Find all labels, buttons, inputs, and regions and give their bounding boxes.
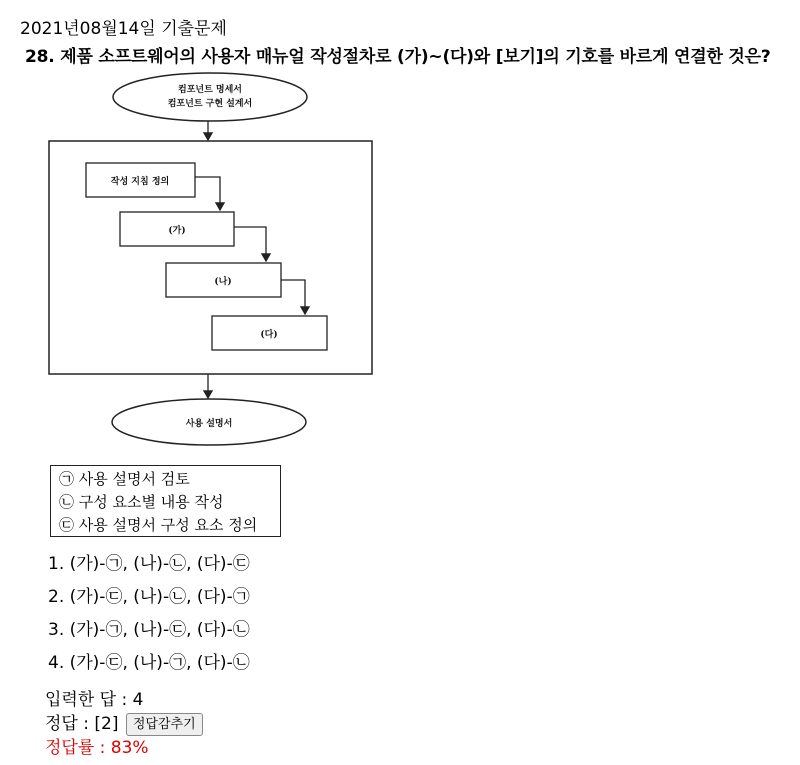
option-2[interactable]: 2. (가)-㉢, (나)-㉡, (다)-㉠ [48, 587, 250, 607]
arrow-ga-to-na [234, 227, 266, 261]
hide-answer-button[interactable]: 정답감추기 [126, 713, 203, 736]
correct-rate: 정답률 : 83% [45, 738, 149, 758]
bogi-item-2: ㉡ 구성 요소별 내용 작성 [59, 493, 224, 511]
end-document-label: 사용 설명서 [185, 419, 233, 429]
step-na-label: (나) [214, 277, 232, 287]
answer-area [45, 688, 203, 760]
question-number: 28. [25, 47, 55, 67]
option-1[interactable]: 1. (가)-㉠, (나)-㉡, (다)-㉢ [48, 554, 250, 574]
bogi-box [50, 465, 281, 537]
start-document-label-1: 컴포넌트 명세서 [178, 85, 242, 95]
arrow-step1-to-ga [195, 177, 220, 210]
bogi-item-3: ㉢ 사용 설명서 구성 요소 정의 [59, 516, 258, 534]
step-ga-label: (가) [168, 226, 186, 236]
answer-options [48, 548, 250, 680]
correct-answer-row [45, 712, 203, 736]
correct-answer: 정답 : [2] [45, 714, 119, 734]
entered-answer: 입력한 답 : 4 [45, 690, 144, 710]
start-document-label-2: 컴포넌트 구현 설계서 [167, 99, 253, 109]
question-text: 제품 소프트웨어의 사용자 매뉴얼 작성절차로 (가)~(다)와 [보기]의 기호를 바르게 연결한 것은? [60, 47, 771, 67]
option-4[interactable]: 4. (가)-㉢, (나)-㉠, (다)-㉡ [48, 653, 250, 673]
start-document-ellipse [113, 73, 307, 121]
exam-date: 2021년08월14일 기출문제 [20, 19, 227, 39]
arrow-na-to-da [281, 280, 305, 314]
bogi-item-1: ㉠ 사용 설명서 검토 [59, 470, 190, 488]
option-3[interactable]: 3. (가)-㉠, (나)-㉢, (다)-㉡ [48, 620, 250, 640]
step-writing-guide-label: 작성 지침 정의 [110, 177, 170, 187]
step-da-label: (다) [260, 330, 278, 340]
